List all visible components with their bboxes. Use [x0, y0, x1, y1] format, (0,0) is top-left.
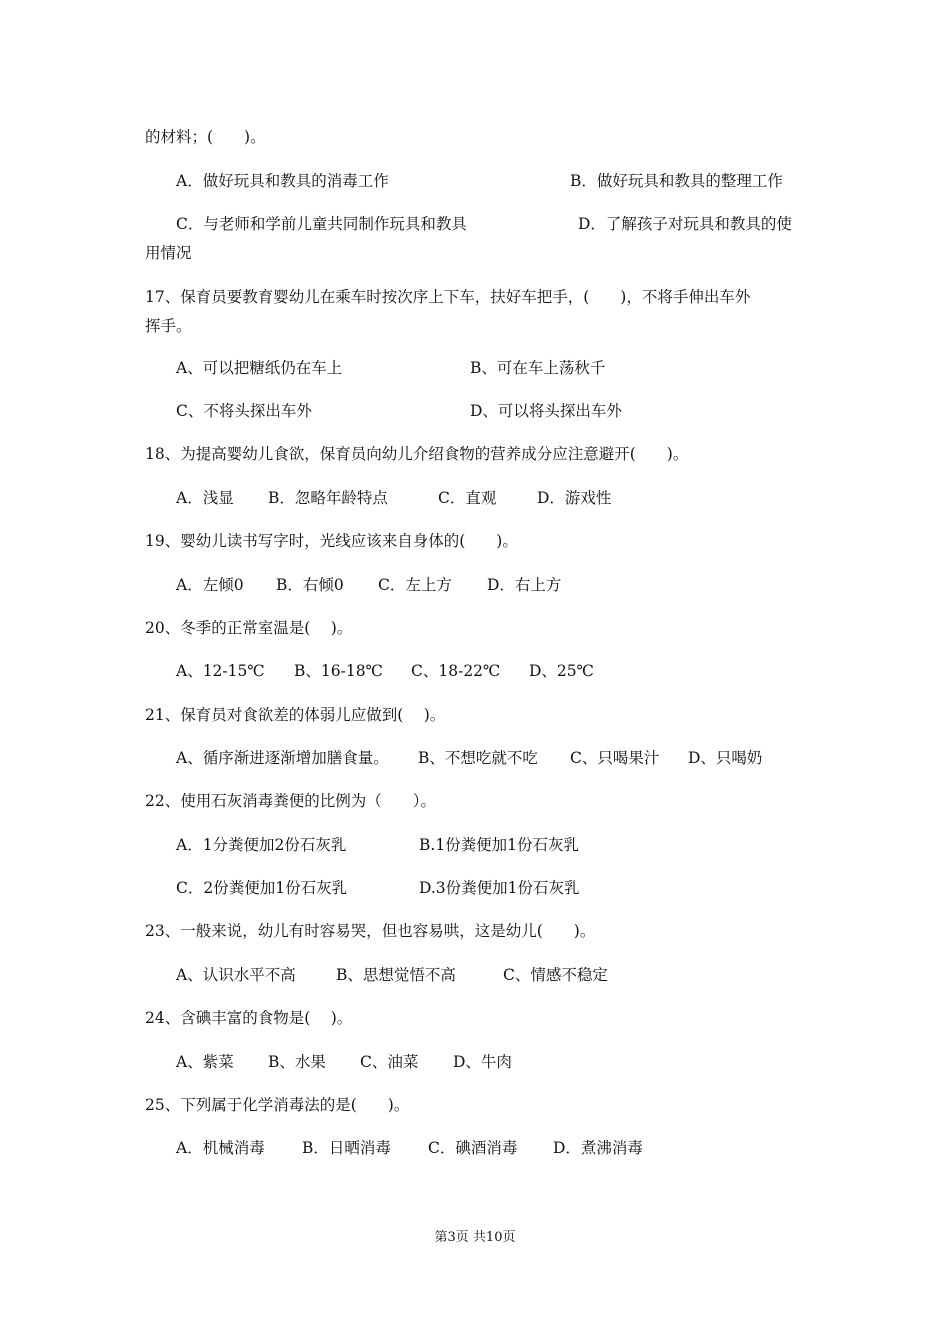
- q16-option-a: A．做好玩具和教具的消毒工作: [176, 172, 389, 190]
- q24-stem: 24、含碘丰富的食物是( )。: [145, 1009, 353, 1027]
- q25-option-b: B．日晒消毒: [302, 1139, 391, 1157]
- q16-option-c: C．与老师和学前儿童共同制作玩具和教具: [176, 215, 467, 233]
- q24-option-a: A、紫菜: [176, 1053, 234, 1071]
- q19-stem: 19、婴幼儿读书写字时，光线应该来自身体的( )。: [145, 532, 518, 550]
- q19-option-d: D．右上方: [487, 576, 562, 594]
- q17-option-d: D、可以将头探出车外: [470, 402, 622, 420]
- q21-option-d: D、只喝奶: [688, 749, 763, 767]
- q22-option-b: B.1份粪便加1份石灰乳: [419, 836, 580, 854]
- q23-option-c: C、情感不稳定: [503, 966, 608, 984]
- q16-stem-tail: 的材料；( )。: [145, 128, 266, 146]
- q22-option-c: C．2份粪便加1份石灰乳: [176, 879, 348, 897]
- q17-option-b: B、可在车上荡秋千: [470, 359, 606, 377]
- q18-stem: 18、为提高婴幼儿食欲，保育员向幼儿介绍食物的营养成分应注意避开( )。: [145, 445, 689, 463]
- q20-option-d: D、25℃: [529, 662, 594, 680]
- q23-stem: 23、一般来说，幼儿有时容易哭，但也容易哄，这是幼儿( )。: [145, 922, 596, 940]
- q18-option-a: A．浅显: [176, 489, 234, 507]
- q20-stem: 20、冬季的正常室温是( )。: [145, 619, 353, 637]
- q17-option-c: C、不将头探出车外: [176, 402, 312, 420]
- q22-stem: 22、使用石灰消毒粪便的比例为（ ）。: [145, 792, 436, 810]
- q23-option-b: B、思想觉悟不高: [336, 966, 456, 984]
- q18-option-d: D．游戏性: [537, 489, 612, 507]
- q18-option-b: B．忽略年龄特点: [268, 489, 388, 507]
- q20-option-c: C、18-22℃: [411, 662, 501, 680]
- q17-stem: 17、保育员要教育婴幼儿在乘车时按次序上下车，扶好车把手，( )，不将手伸出车外: [145, 288, 751, 306]
- q22-option-a: A．1分粪便加2份石灰乳: [176, 836, 347, 854]
- q25-option-c: C．碘酒消毒: [428, 1139, 518, 1157]
- q22-option-d: D.3份粪便加1份石灰乳: [419, 879, 580, 897]
- q21-option-a: A、循序渐进逐渐增加膳食量。: [176, 749, 389, 767]
- q25-stem: 25、下列属于化学消毒法的是( )。: [145, 1096, 410, 1114]
- q19-option-a: A．左倾0: [176, 576, 244, 594]
- q16-option-d-wrap: 用情况: [145, 244, 192, 262]
- q17-option-a: A、可以把糖纸仍在车上: [176, 359, 343, 377]
- q18-option-c: C．直观: [438, 489, 497, 507]
- q20-option-b: B、16-18℃: [294, 662, 383, 680]
- page-number-footer: 第3页 共10页: [434, 1230, 516, 1245]
- q24-option-b: B、水果: [268, 1053, 326, 1071]
- q19-option-b: B．右倾0: [276, 576, 344, 594]
- q20-option-a: A、12-15℃: [176, 662, 265, 680]
- q25-option-d: D．煮沸消毒: [553, 1139, 643, 1157]
- q17-stem-wrap: 挥手。: [145, 317, 192, 335]
- q21-option-c: C、只喝果汁: [570, 749, 660, 767]
- q24-option-d: D、牛肉: [453, 1053, 512, 1071]
- q16-option-d: D．了解孩子对玩具和教具的使: [578, 215, 792, 233]
- q23-option-a: A、认识水平不高: [176, 966, 296, 984]
- q25-option-a: A．机械消毒: [176, 1139, 265, 1157]
- q24-option-c: C、油菜: [360, 1053, 419, 1071]
- q19-option-c: C．左上方: [378, 576, 452, 594]
- q21-stem: 21、保育员对食欲差的体弱儿应做到( )。: [145, 706, 446, 724]
- q21-option-b: B、不想吃就不吃: [418, 749, 538, 767]
- q16-option-b: B．做好玩具和教具的整理工作: [570, 172, 783, 190]
